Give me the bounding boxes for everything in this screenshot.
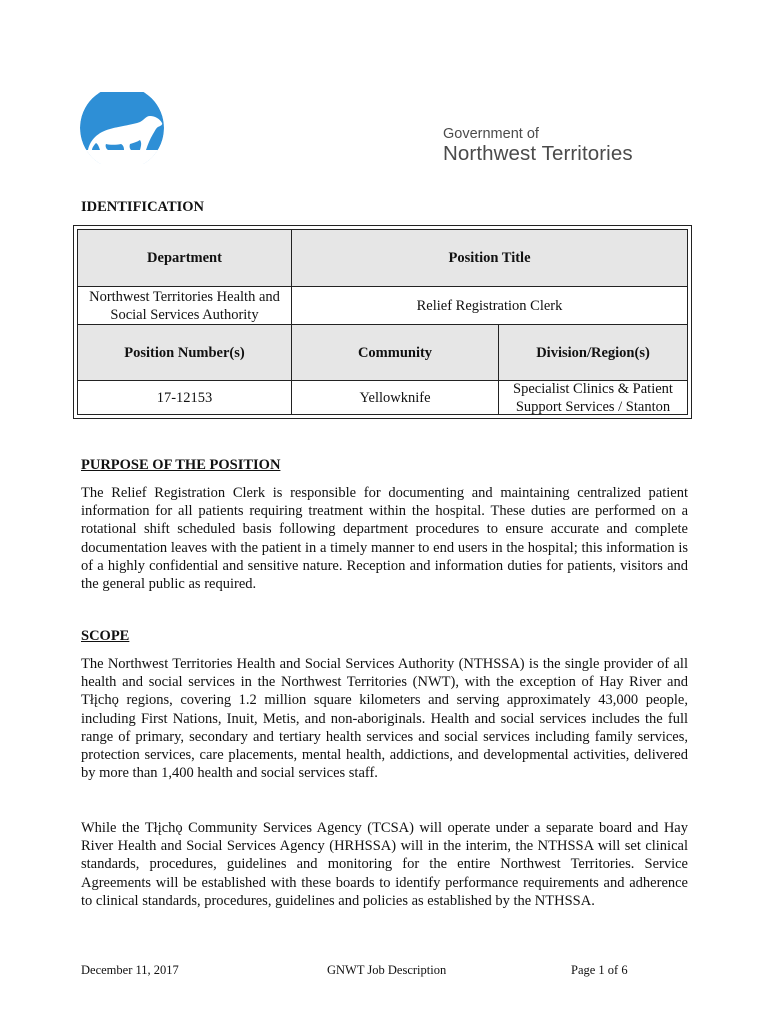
position-title-header: Position Title <box>292 230 687 286</box>
table-rule <box>498 324 499 414</box>
department-header: Department <box>78 230 291 286</box>
government-wordmark <box>443 126 633 166</box>
scope-heading: SCOPE <box>81 628 130 644</box>
table-rule <box>78 380 687 381</box>
purpose-paragraph: The Relief Registration Clerk is responsible for documenting and maintaining centralized patient information for all patients requiring treatment within the hospital. These duties are performed on a rotational shift scheduled basis following department procedures to ensure accurate and complete documentation leaves with the patient in a timely manner to end users in the hospital; this information is of a highly confidential and sensitive nature. Reception and information duties for patients, visitors and the general public as required. <box>81 485 688 593</box>
polar-bear-logo-icon <box>80 92 166 164</box>
footer-title: GNWT Job Description <box>327 963 447 977</box>
division-region-value: Specialist Clinics & Patient Support Services / Stanton <box>513 380 673 415</box>
division-region-header: Division/Region(s) <box>499 325 687 380</box>
position-number-value: 17-12153 <box>156 389 213 406</box>
position-number-header: Position Number(s) <box>78 325 291 380</box>
table-rule <box>78 324 687 325</box>
gov-line-2: Northwest Territories <box>443 142 633 165</box>
department-value: Northwest Territories Health and Social Services Authority <box>89 288 280 323</box>
gov-line-1: Government of <box>443 126 539 142</box>
identification-heading: IDENTIFICATION <box>81 199 205 215</box>
footer-date: December 11, 2017 <box>81 963 179 977</box>
table-rule <box>291 230 292 414</box>
identification-table <box>73 225 692 419</box>
footer-page-number: Page 1 of 6 <box>571 963 628 977</box>
purpose-heading: PURPOSE OF THE POSITION <box>81 457 281 473</box>
table-rule <box>78 286 687 287</box>
community-header: Community <box>292 325 498 380</box>
scope-paragraph-2: While the Tłįchǫ Community Services Agency (TCSA) will operate under a separate board and Hay River Health and Social Services Agency (HRHSSA) will in the interim, the NTHSSA will set clinical standards, procedures, guidelines and monitoring for the entire Northwest Territories. Service Agreements will be established with these boards to identify performance requirements and adherence to clinical standards, procedures, guidelines and policies as established by the NTHSSA. <box>81 820 688 909</box>
position-title-value: Relief Registration Clerk <box>416 297 563 314</box>
community-value: Yellowknife <box>359 389 431 406</box>
scope-paragraph-1: The Northwest Territories Health and Social Services Authority (NTHSSA) is the single provider of all health and social services in the Northwest Territories (NWT), with the exception of Hay River and Tłįchǫ regions, covering 1.2 million square kilometers and serving approximately 43,000 people, including First Nations, Inuit, Metis, and non-aboriginals. Health and social services includes the full range of primary, secondary and tertiary health services and social services including family services, protection services, care placements, mental health, addictions, and developmental activities, delivered by more than 1,400 health and social services staff. <box>81 656 688 782</box>
